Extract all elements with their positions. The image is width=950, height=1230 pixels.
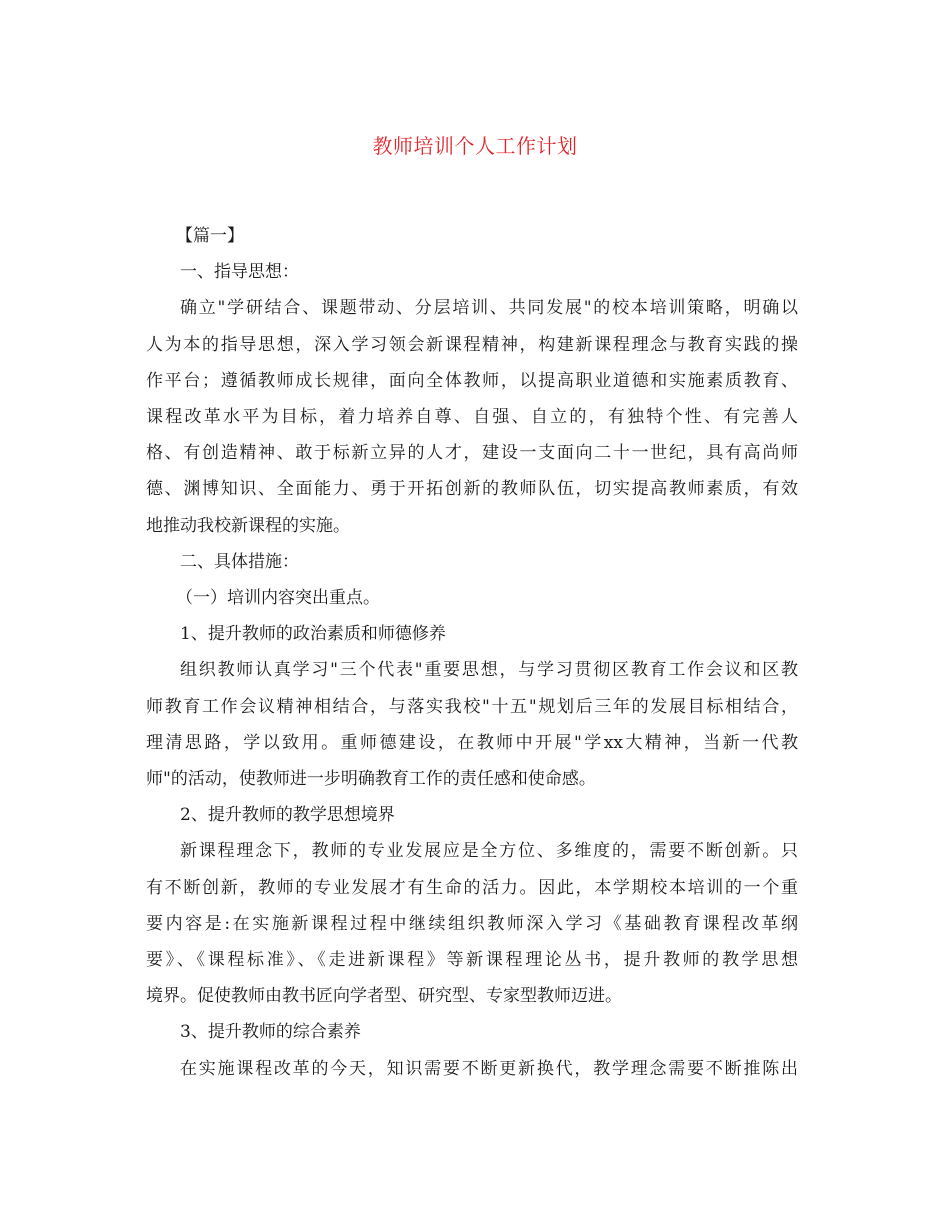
heading-measures: 二、具体措施： xyxy=(180,551,299,572)
paragraph-line: 师教育工作会议精神相结合，与落实我校"十五"规划后三年的发展目标相结合， xyxy=(146,696,798,717)
heading-guiding-thought: 一、指导思想： xyxy=(180,262,299,283)
paragraph-line: 理清思路，学以致用。重师德建设，在教师中开展"学xx大精神，当新一代教 xyxy=(146,732,798,753)
paragraph-line: 人为本的指导思想，深入学习领会新课程精神，构建新课程理念与教育实践的操 xyxy=(146,334,798,355)
document-title: 教师培训个人工作计划 xyxy=(372,134,578,158)
paragraph-line: 新课程理念下，教师的专业发展应是全方位、多维度的，需要不断创新。只 xyxy=(180,841,798,862)
paragraph-line: 师"的活动，使教师进一步明确教育工作的责任感和使命感。 xyxy=(146,769,596,790)
paragraph-line: 作平台；遵循教师成长规律，面向全体教师，以提高职业道德和实施素质教育、 xyxy=(146,370,798,391)
section-label: 【篇一】 xyxy=(176,226,244,246)
paragraph-line: 确立"学研结合、课题带动、分层培训、共同发展"的校本培训策略，明确以 xyxy=(180,298,798,319)
paragraph-line: 格、有创造精神、敢于标新立异的人才，建设一支面向二十一世纪，具有高尚师 xyxy=(146,443,798,464)
paragraph-line: 在实施课程改革的今天，知识需要不断更新换代，教学理念需要不断推陈出 xyxy=(180,1058,798,1079)
paragraph-line: 境界。促使教师由教书匠向学者型、研究型、专家型教师迈进。 xyxy=(146,986,622,1007)
item-heading-1: 1、提升教师的政治素质和师德修养 xyxy=(180,624,446,645)
paragraph-line: 有不断创新，教师的专业发展才有生命的活力。因此，本学期校本培训的一个重 xyxy=(146,877,798,898)
paragraph-line: 德、渊博知识、全面能力、勇于开拓创新的教师队伍，切实提高教师素质，有效 xyxy=(146,479,798,500)
paragraph-line: 地推动我校新课程的实施。 xyxy=(146,515,350,536)
paragraph-line: 组织教师认真学习"三个代表"重要思想，与学习贯彻区教育工作会议和区教 xyxy=(180,660,798,681)
subheading-training-content: （一）培训内容突出重点。 xyxy=(176,588,380,609)
paragraph-line: 要》、《课程标准》、《走进新课程》等新课程理论丛书，提升教师的教学思想 xyxy=(146,950,798,971)
paragraph-line: 课程改革水平为目标，着力培养自尊、自强、自立的，有独特个性、有完善人 xyxy=(146,407,798,428)
item-heading-3: 3、提升教师的综合素养 xyxy=(180,1022,361,1043)
paragraph-line: 要内容是:在实施新课程过程中继续组织教师深入学习《基础教育课程改革纲 xyxy=(146,913,798,934)
item-heading-2: 2、提升教师的教学思想境界 xyxy=(180,805,395,826)
document-body xyxy=(146,218,798,1087)
